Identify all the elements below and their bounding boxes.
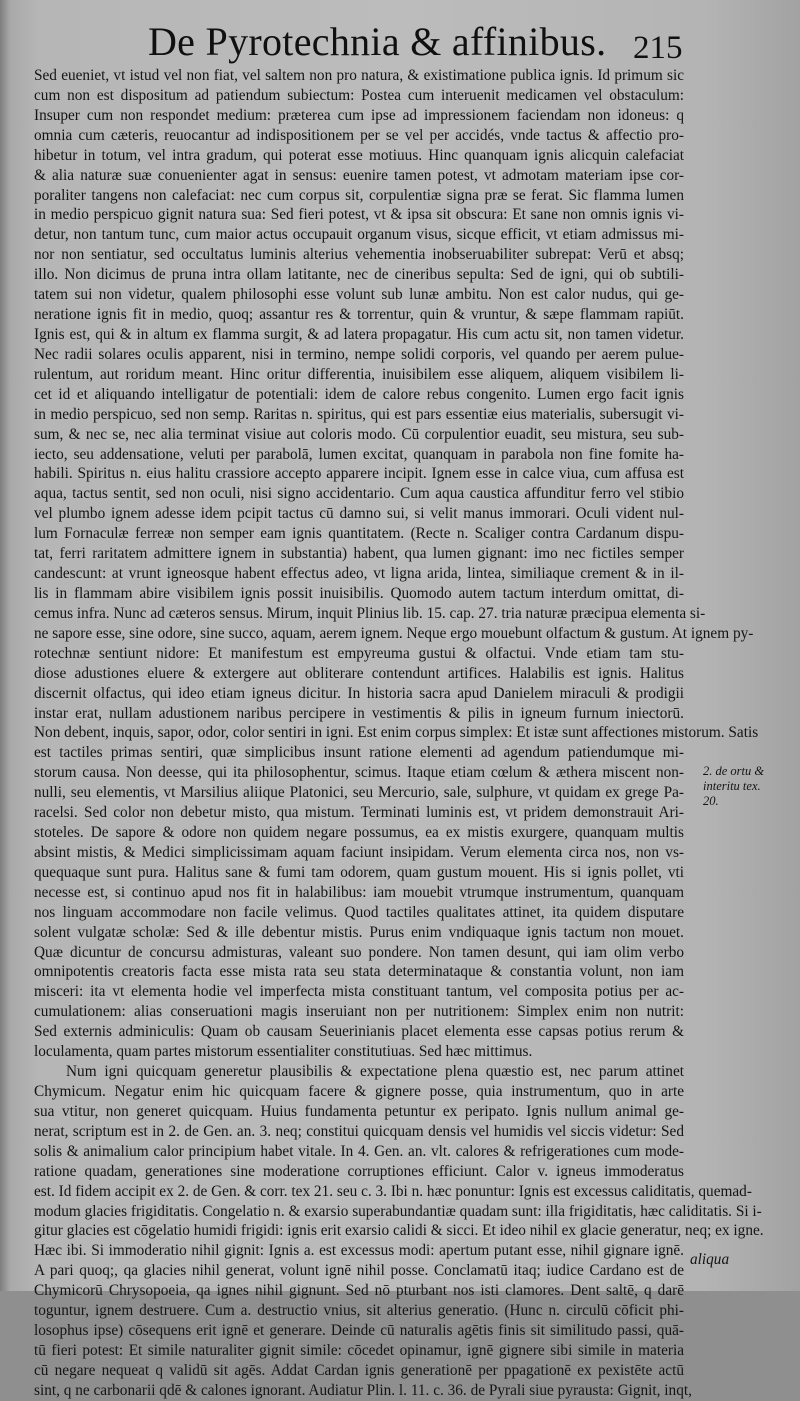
text-line: tū fieri potest: Et simile naturaliter gignit simile: cōcedet opinamur, ignē gignere sibi simile in materia — [34, 1342, 684, 1359]
text-line: omnia cum cæteris, reuocantur ad indispositionem per se vel per accidés, vnde tactus & affectio pro- — [34, 126, 684, 144]
text-line: necesse est, si continuo apud nos fit in halabilibus: iam mouebit vtrumque instrumentum, quanquam — [34, 883, 684, 901]
text-line: modum glacies frigiditatis. Congelatio n. & exarsio superabundantiæ quadam sunt: illa frigiditatis, hæc caliditatis. Si i- — [34, 1202, 762, 1220]
text-line: cet id et aliquando intelligatur de potentiali: idem de calore rebus congenito. Lumen ergo facit ignis — [34, 385, 684, 403]
text-line: misceri: ita vt elementa hodie vel imperfecta mista constituant tantum, vel composita potius per ac- — [34, 983, 684, 1001]
text-line: poraliter tangens non calefaciat: nec cum corpus sit, corpulentiæ signa præ se ferat. Sic flamma lumen — [34, 186, 684, 204]
text-line: sint, q ne carbonarii qdē & calones ignorant. Audiatur Plin. l. 11. c. 36. de Pyrali siue pyrausta: Gignit, inqt, — [34, 1381, 692, 1399]
margin-note-line: 20. — [703, 794, 719, 808]
text-line: Chymicorū Chrysopoeia, qa ignes nihil gignunt. Sed nō pturbant nos isti clamores. Dent saltē, q darē — [34, 1282, 684, 1300]
text-line: cū negare nequeat q validū sit agēs. Addat Cardan ignis generationē per ppagationē ex pexistēte actū — [34, 1361, 684, 1379]
text-line: gitur glacies est cōgelatio humidi frigidi: ignis erit exarsio calidi & sicci. Et ideo nihil ex glacie generatur, neq; ex igne. — [34, 1222, 764, 1240]
text-line: est tactiles primas sentiri, quæ simplicibus insunt ratione elementi ad agendum patiendumque mi- — [34, 744, 684, 762]
margin-note-line: interitu tex. — [703, 779, 761, 793]
running-title: De Pyrotechnia & affinibus. — [148, 19, 607, 64]
text-line: absint mistis, & Medici simplicissimam aquam faciunt insipidam. Verum elementa circa nos, non vs- — [34, 843, 684, 861]
text-line: in medio perspicuo, sed non semp. Raritas n. spiritus, qui est pars essentiæ eius materialis, subersugit vi- — [34, 405, 684, 423]
text-line: tatem sui non videtur, qualem philosophi esse volunt sub lunæ ambitu. Non est calor nudus, qui ge- — [34, 286, 684, 304]
text-line: ratione quadam, generationes sine moderatione corruptiones efficiunt. Calor v. igneus immoderatus — [34, 1162, 684, 1180]
text-line: rotechnæ sentiunt nidore: Et manifestum est empyreuma gustui & olfactui. Vnde etiam tam stu- — [34, 644, 684, 662]
text-line: racelsi. Sed color non debetur misto, qua mistum. Terminati luminis est, vt pridem demonstrauit Ari- — [34, 804, 684, 822]
text-line: illo. Non dicimus de pruna intra ollam latitante, nec de cineribus sepulta: Sed de igni, qui ob subtili- — [34, 266, 684, 284]
text-line: detur, non tantum tunc, cum maior actus occupauit organum visus, sicque efficit, vt etiam admissus mi- — [34, 226, 684, 244]
margin-note — [703, 764, 799, 809]
text-line: instar erat, nullam adustionem naribus percipere in vestimentis & pilis in igneum furnum iniectorū. — [34, 704, 684, 722]
text-line: Nec radii solares oculis apparent, nisi in termino, nempe solidi corporis, vel quando per aerem pulue- — [34, 345, 684, 363]
text-line: Non debent, inquis, sapor, odor, color sentiri in igni. Est enim corpus simplex: Et istæ sunt affectiones mistorum. Satis — [34, 724, 759, 742]
text-line: aqua, tactus sentit, sed non oculi, nisi signo accidentario. Cum aqua caustica affunditur ferro vel stibio — [34, 485, 684, 503]
text-line: Chymicum. Negatur enim hic quicquam facere & gignere posse, quia instrumentum, quo in arte — [34, 1083, 684, 1101]
text-line: vel plumbo ignem adesse idem pcipit tactus cū damno sui, si velit manus immorari. Oculi vident nul- — [34, 505, 684, 523]
text-line: toguntur, ignem destruere. Cum a. destructio vnius, sit alterius generatio. (Hunc n. circulū cōficit phi- — [34, 1302, 684, 1320]
text-line: candescunt: at vrunt igneosque habent effectus adeo, vt ligna arida, lintea, similiaque crement & in il- — [34, 565, 684, 583]
text-line: est. Id fidem accipit ex 2. de Gen. & corr. tex 21. seu c. 3. Ibi n. hæc ponuntur: Ignis est excessus caliditatis, quemad- — [34, 1182, 752, 1200]
text-line: cum non est dispositum ad patiendum subiectum: Postea cum interuenit medicamen vel obstaculum: — [34, 86, 684, 104]
text-line: Sed externis adminiculis: Quam ob causam Seuerinianis placet elementa esse capsas potius rerum & — [34, 1023, 684, 1041]
text-line: stoteles. De sapore & odore non quidem negare possumus, ea ex mistis exurgere, quanquam multis — [34, 824, 684, 842]
text-line: Hæc ibi. Si immoderatio nihil gignit: Ignis a. est excessus modi: apertum putant esse, nihil gignare ignē. — [34, 1242, 684, 1260]
text-line: cemus infra. Nunc ad cæteros sensus. Mirum, inquit Plinius lib. 15. cap. 27. tria naturæ præcipua elementa si- — [34, 604, 706, 622]
text-line: & alia naturæ suæ conuenienter agat in sensus: euenire tamen potest, vt admotam materiam ipse cor- — [34, 166, 684, 184]
text-line: sum, & nec se, nec alia terminat visiue aut coloris modo. Cū corpulentior euadit, seu mistura, seu sub- — [34, 425, 684, 443]
text-line: Sed eueniet, vt istud vel non fiat, vel saltem non pro natura, & existimatione publica ignis. Id primum sic — [34, 67, 684, 84]
page-header — [0, 14, 800, 70]
text-line: A pari quoq;, qa glacies nihil generat, volunt ignē nihil posse. Conclamatū itaq; iudice Cardano est de — [34, 1262, 684, 1280]
text-line: habili. Spiritus n. eius halitu crassiore accepto apparere incipit. Ignem esse in calce viua, cum affusa est — [34, 465, 684, 483]
text-line: iecto, seu addensatione, veluti per parabolā, lumen excitat, quanquam in parabola non fine fomite ha- — [34, 445, 684, 463]
text-line: solent vulgatæ scholæ: Sed & ille debentur mistis. Purus enim vndiquaque ignis tactum non mouet. — [34, 923, 684, 941]
text-line: nerat, scriptum est in 2. de Gen. an. 3. neq; constitui quicquam densis vel humidis vel siccis videtur: Sed — [34, 1122, 684, 1140]
text-line: solis & animalium calor principium habet vitale. In 4. Gen. an. vlt. calores & refrigerationes cum mode- — [34, 1142, 684, 1160]
text-line: Quæ dicuntur de concursu admisturas, valeant suo pondere. Non tamen desunt, qui iam olim verbo — [34, 943, 684, 961]
text-line: lis in flammam abire visibilem ignis possit inuisibilis. Quomodo autem tactum interdum omittat, di- — [34, 584, 684, 602]
text-line: Ignis est, qui & in altum ex flamma surgit, & ad latera propagatur. His cum actu sit, non tamen videtur. — [34, 325, 684, 343]
text-line: Num igni quicquam generetur plausibilis & expectatione plena quæstio est, nec parum attinet — [66, 1063, 684, 1081]
catchword: aliqua — [690, 1251, 730, 1268]
text-line: omnipotentis creatoris facta esse mista rata seu stata determinataque & constantia volunt, non iam — [34, 963, 684, 981]
text-line: hibetur in totum, vel intra gradum, qui poterat esse motiuus. Hinc quanquam ignis alicquin calefaciat — [34, 146, 684, 164]
text-line: sua vtitur, non generet quicquam. Huius fundamenta petuntur ex peripato. Ignis nullum animal ge- — [34, 1102, 684, 1120]
text-line: in medio perspicuo gignit natura sua: Sed fieri potest, vt & ipsa sit obscura: Et sane non omnis ignis vi- — [34, 206, 684, 224]
text-line: storum causa. Non deesse, qui ita philosophentur, scimus. Itaque etiam cœlum & æthera miscent non- — [34, 764, 684, 782]
text-line: Insuper cum non respondet medium: præterea cum ipse ad impressionem faciendam non idoneus: q — [34, 106, 684, 124]
text-line: nor non sentiatur, sed occultatus luminis alterius vehementia inobseruabiliter subrepat: Verū et absq; — [34, 246, 684, 264]
text-line: ne sapore esse, sine odore, sine succo, aquam, aerem ignem. Neque ergo mouebunt olfactum & gustum. At ignem py- — [34, 624, 754, 642]
text-line: discernit olfactus, qui ideo etiam igneus dicitur. In historia sacra apud Danielem miraculi & prodigii — [34, 684, 684, 702]
page-number: 215 — [633, 30, 683, 66]
text-line: diose adustiones eluere & extergere aut obliterare contendunt artifices. Halabilis est ignis. Halitus — [34, 664, 684, 682]
text-line: neratione ignis fit in medio, quoq; assantur res & torrentur, quin & vruntur, & sæpe flammam rapiūt. — [34, 306, 684, 324]
text-line: lum Fornaculæ ferreæ non semper eam ignis quantitatem. (Recte n. Scaliger contra Cardanum dispu- — [34, 525, 684, 543]
text-line: cumulationem: alias conseruationi magis inseruiant non per nutritionem: Simplex enim non nutrit: — [34, 1003, 684, 1021]
text-line: loculamenta, quam partes mistorum essentialiter constitutiuas. Sed hæc mittimus. — [34, 1043, 533, 1061]
margin-note-line: 2. de ortu & — [703, 764, 765, 778]
text-line: losophus ipse) cōsequens erit ignē et generare. Deinde cū naturalis agētis finis sit similitudo passi, quā- — [34, 1322, 684, 1340]
text-line: quequaque sunt pura. Halitus sane & fumi tam odorem, quam gustum mouent. His si ignis pollet, vti — [34, 863, 684, 881]
text-line: tat, ferri raritatem admittere ignem in substantia) habent, qua lumen gignant: imo nec fictiles semper — [34, 545, 684, 563]
text-line: rulentum, aut roridum meant. Hinc oritur differentia, inuisibilem esse aliquem, aliquem visibilem li- — [34, 365, 684, 383]
text-line: nos linguam accommodare non facile velimus. Quod tactiles qualitates attinet, ita quidem disputare — [34, 903, 684, 921]
text-line: nulli, seu elementis, vt Marsilius aliique Platonici, seu Mercurio, sale, sulphure, vt quidam ex grege Pa- — [34, 784, 684, 802]
